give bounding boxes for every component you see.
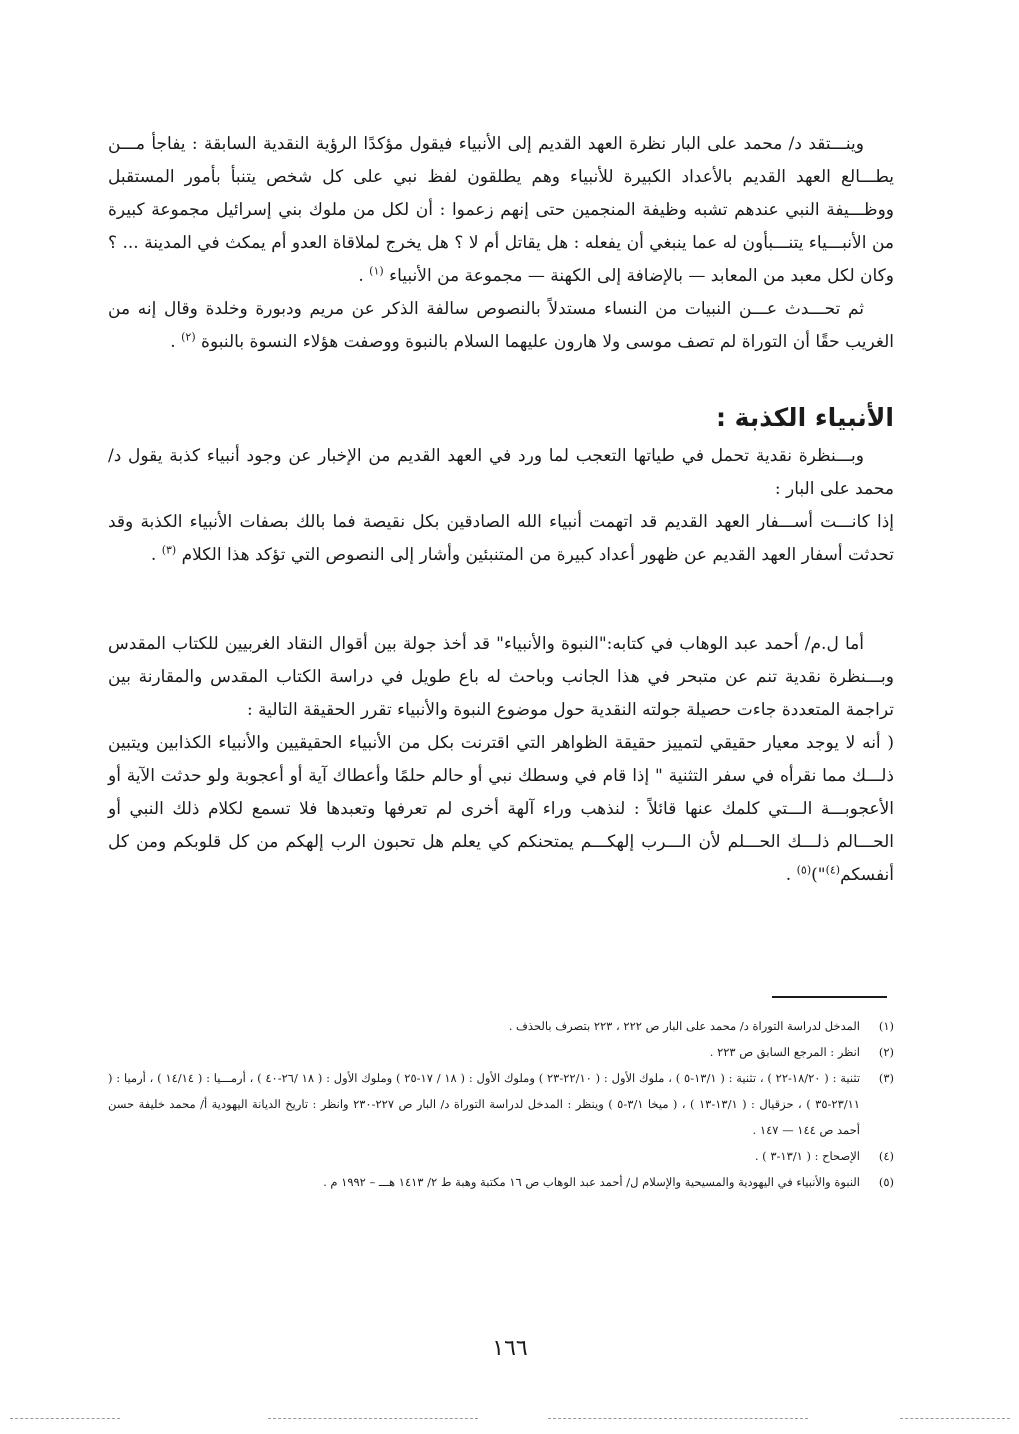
footnote-separator [772, 996, 887, 998]
paragraph-1: وينـــتقد د/ محمد على البار نظرة العهد القديم إلى الأنبياء فيقول مؤكدًا الرؤية النقدية السابقة : يفاجأ مـــن يطـــالع العهد القديم بالأعداد الكبيرة للأنبياء وهم يطلقون لفظ نبي على كل شخص يتنبأ بأمور المستقبل ووظـــيفة النبي عندهم تشبه وظيفة المنجمين حتى إنهم زعموا : أن لكل من ملوك بني إسرائيل مجموعة كبيرة من الأنبـــياء يتنـــبأون له عما ينبغي أن يفعله : هل يقاتل أم لا ؟ هل يخرج لملاقاة العدو أم يمكث في المدينة ... ؟ وكان لكل معبد من المعابد — بالإضافة إلى الكهنة — مجموعة من الأنبياء $^{(١)}$ . [108, 134, 894, 286]
scan-edge-mark [900, 1418, 1010, 1419]
scan-edge-mark [548, 1418, 808, 1419]
main-text-block-1 [108, 128, 894, 359]
footnote-item [108, 1065, 894, 1143]
footnote-number: (٥) [878, 1175, 894, 1189]
footnote-text: النبوة والأنبياء في اليهودية والمسيحية والإسلام ل/ أحمد عبد الوهاب ص ١٦ مكتبة وهبة ط ٢/ ١٤١٣ هـــ – ١٩٩٢ م . [323, 1175, 860, 1189]
footnote-ref-2[interactable]: (٢) [181, 330, 196, 344]
paragraph-2: ثم تحـــدث عـــن النبيات من النساء مستدلاً بالنصوص سالفة الذكر عن مريم ودبورة وخلدة وقال إنه من الغريب حقًا أن التوراة لم تصف موسى ولا هارون عليهما السلام بالنبوة ووصفت هؤلاء النسوة بالنبوة $^{(٢)}$ . [108, 299, 894, 352]
section-heading: الأنبياء الكذبة : [715, 403, 894, 432]
footnote-item [108, 1143, 894, 1169]
footnotes-section [108, 1013, 894, 1195]
main-text-block-3 [108, 628, 894, 892]
paragraph-6: ( أنه لا يوجد معيار حقيقي لتمييز حقيقة الظواهر التي اقترنت بكل من الأنبياء الحقيقيين والأنبياء الكذابين ويتبين ذلـــك مما نقرأه في سفر التثنية " إذا قام في وسطك نبي أو حالم حلمًا وأعطاك آية أو أعجوبة ولو حدثت الآية أو الأعجوبـــة الـــتي كلمك عنها قائلاً : لنذهب وراء آلهة أخرى لم تعرفها وتعبدها فلا تسمع لكلام ذلك النبي أو الحـــالم ذلـــك الحـــلم لأن الـــرب إلهكـــم يمتحنكم كي يعلم هل تحبون الرب إلهكم من كل قلوبكم ومن كل أنفسكم$^{(٤)}$")$^{(٥)}$ . [108, 733, 894, 885]
footnote-item [108, 1039, 894, 1065]
footnote-text: المدخل لدراسة التوراة د/ محمد على البار ص ٢٢٢ ، ٢٢٣ بتصرف بالحذف . [508, 1019, 860, 1033]
footnote-number: (١) [878, 1019, 894, 1033]
footnote-text: تثنية : ( ١٨/٢٠-٢٢ ) ، تثنية : ( ١٣/١-٥ ) ، ملوك الأول : ( ٢٢/١٠-٢٣ ) وملوك الأول : ( ١٨ / ١٧-٢٥ ) وملوك الأول : ( ١٨ /٢٦-٤٠ ) ، أرمـــيا : ( ١٤/١٤ ) ، أرميا : ( ٢٣/١١-٣٥ ) ، حزقيال : ( ١٣/١-١٣ ) ، ( ميخا ٣/١-٥ ) وينظر : المدخل لدراسة التوراة د/ البار ص ٢٢٧-٢٣٠ وانظر : تاريخ الديانة اليهودية أ/ محمد خليفة حسن أحمد ص ١٤٤ — ١٤٧ . [108, 1071, 861, 1137]
footnote-number: (٢) [878, 1045, 894, 1059]
footnote-item [108, 1169, 894, 1195]
footnote-number: (٤) [878, 1149, 894, 1163]
footnote-item [108, 1013, 894, 1039]
paragraph-3: وبـــنظرة نقدية تحمل في طياتها التعجب لما ورد في العهد القديم من الإخبار عن وجود أنبياء كذبة يقول د/ محمد على البار : [108, 446, 894, 499]
footnote-number: (٣) [878, 1071, 894, 1085]
page-number: ١٦٦ [492, 1336, 528, 1361]
scan-edge-mark [268, 1418, 478, 1419]
paragraph-5: أما ل.م/ أحمد عبد الوهاب في كتابه:"النبوة والأنبياء" قد أخذ جولة بين أقوال النقاد الغربيين للكتاب المقدس وبـــنظرة نقدية تنم عن متبحر في هذا الجانب وباحث له باع طويل في دراسة الكتاب المقدس والمقارنة بين تراجمة المتعددة جاءت حصيلة جولته النقدية حول موضوع النبوة والأنبياء تقرر الحقيقة التالية : [108, 634, 894, 720]
footnote-ref-1[interactable]: (١) [369, 264, 384, 278]
footnote-ref-4[interactable]: (٤) [825, 863, 841, 877]
footnote-ref-3[interactable]: (٣) [161, 543, 177, 557]
footnote-text: انظر : المرجع السابق ص ٢٢٣ . [709, 1045, 860, 1059]
footnote-ref-5[interactable]: (٥) [796, 863, 812, 877]
paragraph-4: إذا كانـــت أســـفار العهد القديم قد اتهمت أنبياء الله الصادقين بكل نقيصة فما بالك بصفات الأنبياء الكذبة وقد تحدثت أسفار العهد القديم عن ظهور أعداد كبيرة من المتنبئين وأشار إلى النصوص التي تؤكد هذا الكلام $^{(٣)}$ . [108, 512, 894, 565]
main-text-block-2 [108, 440, 894, 572]
footnote-text: الإصحاح : ( ١٣/١-٣ ) . [754, 1149, 860, 1163]
scan-edge-mark [10, 1418, 120, 1419]
